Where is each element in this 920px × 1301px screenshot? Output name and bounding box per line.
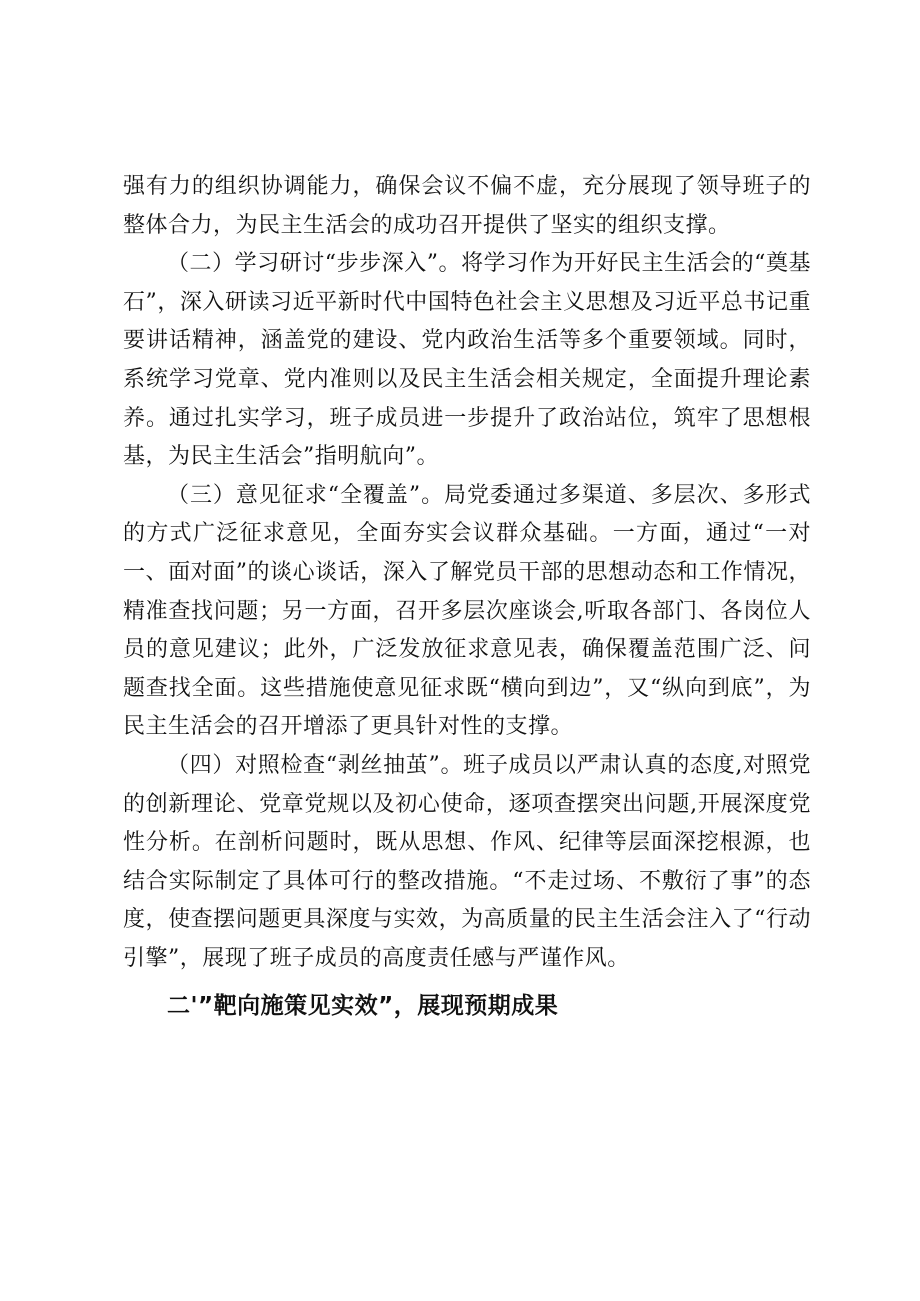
document-body	[123, 168, 811, 1026]
paragraph-opinion-solicitation: （三）意见征求“全覆盖”。局党委通过多渠道、多层次、多形式的方式广泛征求意见，全面夯实会议群众基础。一方面，通过“一对一、面对面”的谈心谈话，深入了解党员干部的思想动态和工作情况，精准查找问题；另一方面，召开多层次座谈会,听取各部门、各岗位人员的意见建议；此外，广泛发放征求意见表，确保覆盖范围广泛、问题查找全面。这些措施使意见征求既“横向到边”，又“纵向到底”，为民主生活会的召开增添了更具针对性的支撑。	[123, 482, 811, 740]
paragraph-continuation: 强有力的组织协调能力，确保会议不偏不虚，充分展现了领导班子的整体合力，为民主生活会的成功召开提供了坚实的组织支撑。	[123, 174, 811, 238]
paragraph-self-examination: （四）对照检查“剥丝抽茧”。班子成员以严肃认真的态度,对照党的创新理论、党章党规以及初心使命，逐项查摆突出问题,开展深度党性分析。在剖析问题时，既从思想、作风、纪律等层面深挖根源，也结合实际制定了具体可行的整改措施。“不走过场、不敷衍了事”的态度，使查摆问题更具深度与实效，为高质量的民主生活会注入了“行动引擎”，展现了班子成员的高度责任感与严谨作风。	[123, 752, 811, 971]
paragraph-study-discussion: （二）学习研讨“步步深入”。将学习作为开好民主生活会的“奠基石”，深入研读习近平新时代中国特色社会主义思想及习近平总书记重要讲话精神，涵盖党的建设、党内政治生活等多个重要领域。同时，系统学习党章、党内准则以及民主生活会相关规定，全面提升理论素养。通过扎实学习，班子成员进一步提升了政治站位，筑牢了思想根基，为民主生活会”指明航向”。	[123, 251, 811, 470]
section-heading: 二'”靶向施策见实效”，展现预期成果	[167, 993, 559, 1020]
